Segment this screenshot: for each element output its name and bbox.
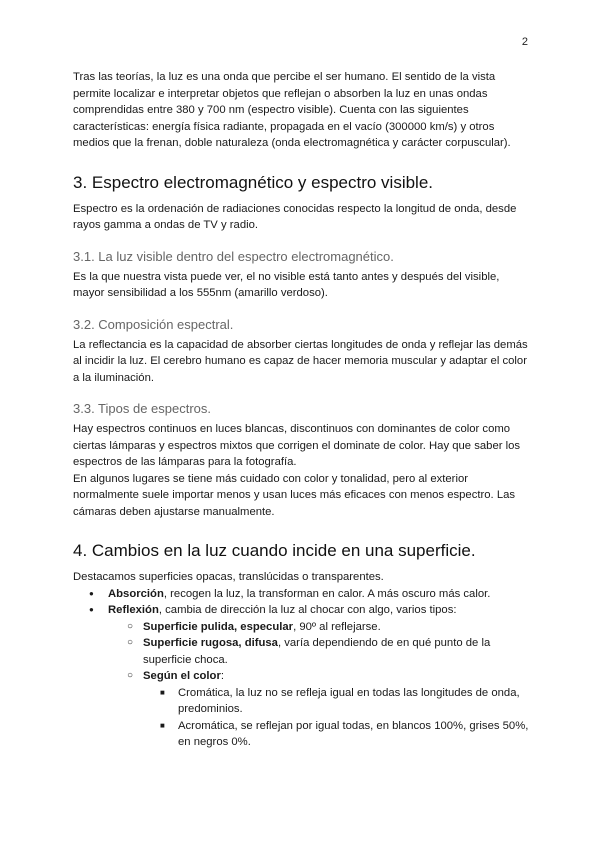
document-body — [73, 69, 530, 751]
section-3-1-paragraph: Es la que nuestra vista puede ver, el no visible está tanto antes y después del visible, mayor sensibilidad a los 555nm (amarillo verdoso). — [73, 270, 500, 299]
section-3-heading: 3. Espectro electromagnético y espectro visible. — [73, 172, 434, 192]
list-item-superficie-rugosa — [73, 635, 530, 668]
section-3-paragraph: Espectro es la ordenación de radiaciones conocidas respecto la longitud de onda, desde rayos gamma a ondas de TV y radio. — [73, 202, 517, 231]
section-3-3-heading: 3.3. Tipos de espectros. — [73, 401, 212, 416]
surface-effects-list — [73, 586, 530, 751]
term-superficie-rugosa: Superficie rugosa, difusa — [143, 637, 278, 649]
list-item-absorcion — [73, 586, 530, 603]
desc-segun-color: : — [220, 670, 224, 682]
section-3-3-paragraph-2: En algunos lugares se tiene más cuidado con color y tonalidad, pero al exterior normalmente suele importar menos y usan luces más eficaces con menos espectro. Las cámaras deben ajustarse manualmente. — [73, 472, 516, 518]
page-number: 2 — [521, 36, 528, 48]
term-segun-color: Según el color — [143, 670, 221, 682]
section-4-intro: Destacamos superficies opacas, translúcidas o transparentes. — [73, 571, 384, 583]
list-item-reflexion — [73, 602, 530, 751]
section-3-1-heading: 3.1. La luz visible dentro del espectro electromagnético. — [73, 248, 394, 264]
section-3-2-paragraph: La reflectancia es la capacidad de absorber ciertas longitudes de onda y reflejar las demás al incidir la luz. El cerebro humano es capaz de hacer memoria muscular y adaptar el color a la iluminación. — [73, 338, 528, 384]
list-item-acromatica: ■ Acromática, se reflejan por igual todas, en blancos 100%, grises 50%, en negros 0%. — [73, 718, 530, 751]
reflection-types-list — [73, 619, 530, 751]
list-item-cromatica: ■ Cromática, la luz no se refleja igual en todas las longitudes de onda, predominios. — [73, 685, 530, 718]
section-3-2-heading: 3.2. Composición espectral. — [73, 316, 234, 332]
term-absorcion: Absorción — [108, 587, 164, 600]
color-types-list — [73, 685, 530, 751]
intro-paragraph: Tras las teorías, la luz es una onda que percibe el ser humano. El sentido de la vista permite localizar e interpretar objetos que reflejan o absorben la luz en unas ondas comprendidas entre 380 y 700 nm (espectro visible). Cuenta con las siguientes características: energía física radiante, propagada en el vacío (300000 km/s) y otros medios que la frenan, doble naturaleza (onda electromagnética y carácter corpuscular). — [73, 71, 511, 149]
desc-superficie-pulida: , 90º al reflejarse. — [293, 620, 381, 633]
desc-superficie-rugosa: , varía dependiendo de en qué punto de la superficie choca. — [143, 637, 491, 666]
section-3-3-paragraph-1: Hay espectros continuos en luces blancas, discontinuos con dominantes de color como ciertas lámparas y espectros mixtos que corrigen el dominate de color. Hay que saber los espectros de las lámparas para la fotografía. — [73, 423, 521, 468]
list-item-segun-color — [73, 668, 530, 751]
list-item-superficie-pulida — [73, 619, 530, 636]
section-4-heading: 4. Cambios en la luz cuando incide en una superficie. — [73, 541, 476, 560]
term-superficie-pulida: Superficie pulida, especular — [143, 620, 294, 633]
term-reflexion: Reflexión — [108, 604, 159, 616]
desc-reflexion: , cambia de dirección la luz al chocar con algo, varios tipos: — [158, 604, 457, 616]
desc-absorcion: , recogen la luz, la transforman en calor. A más oscuro más calor. — [163, 587, 491, 600]
